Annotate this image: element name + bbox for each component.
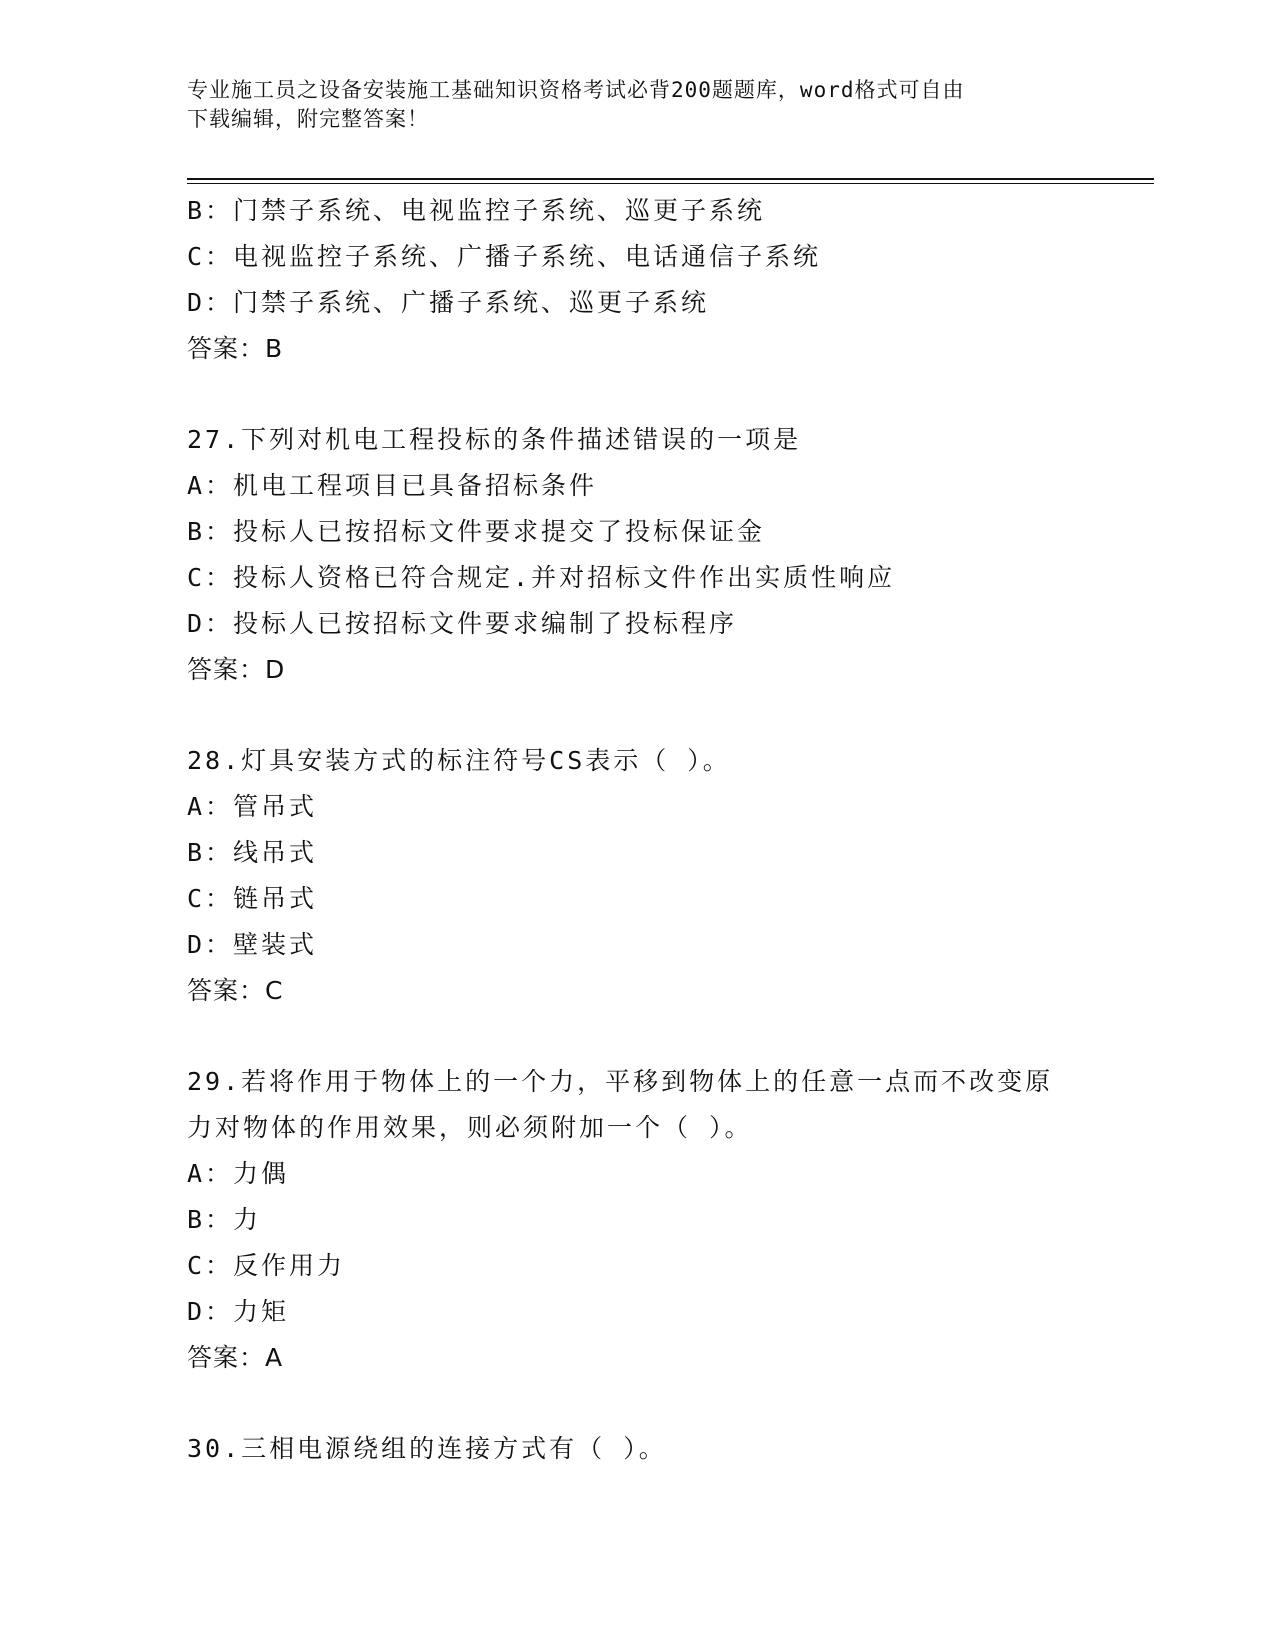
question-27-stem: 27.下列对机电工程投标的条件描述错误的一项是 xyxy=(187,425,802,454)
question-27-option-b: B：投标人已按招标文件要求提交了投标保证金 xyxy=(187,517,766,546)
question-26-answer: 答案：B xyxy=(187,334,284,363)
question-26 xyxy=(187,188,1147,372)
question-28-option-d: D：壁装式 xyxy=(187,930,318,959)
question-list xyxy=(187,188,1147,1472)
question-29-answer: 答案：A xyxy=(187,1343,284,1372)
question-26-option-c: C：电视监控子系统、广播子系统、电话通信子系统 xyxy=(187,242,822,271)
spacer xyxy=(187,693,1147,738)
question-29-option-a: A：力偶 xyxy=(187,1159,290,1188)
question-28 xyxy=(187,738,1147,1014)
question-30-stem: 30.三相电源绕组的连接方式有（ ）。 xyxy=(187,1434,667,1463)
question-30 xyxy=(187,1426,1147,1472)
question-26-option-b: B：门禁子系统、电视监控子系统、巡更子系统 xyxy=(187,196,766,225)
header-title-line-2: 下载编辑，附完整答案！ xyxy=(187,107,429,131)
header-divider-thick xyxy=(187,178,1154,180)
question-28-option-c: C：链吊式 xyxy=(187,884,318,913)
question-27-option-a: A：机电工程项目已具备招标条件 xyxy=(187,471,598,500)
spacer xyxy=(187,1381,1147,1426)
question-27-option-d: D：投标人已按招标文件要求编制了投标程序 xyxy=(187,609,738,638)
spacer xyxy=(187,372,1147,417)
header-divider-thin xyxy=(187,183,1154,184)
question-27 xyxy=(187,417,1147,693)
question-26-option-d: D：门禁子系统、广播子系统、巡更子系统 xyxy=(187,288,710,317)
question-29-option-b: B：力 xyxy=(187,1205,262,1234)
question-29-option-d: D：力矩 xyxy=(187,1297,290,1326)
question-29-option-c: C：反作用力 xyxy=(187,1251,346,1280)
document-header xyxy=(187,76,1087,134)
question-29-stem-line-1: 29.若将作用于物体上的一个力，平移到物体上的任意一点而不改变原 xyxy=(187,1067,1054,1096)
header-title-line-1: 专业施工员之设备安装施工基础知识资格考试必背200题题库，word格式可自由 xyxy=(187,78,965,102)
question-28-answer: 答案：C xyxy=(187,976,284,1005)
question-27-option-c: C：投标人资格已符合规定.并对招标文件作出实质性响应 xyxy=(187,563,896,592)
question-29-stem-line-2: 力对物体的作用效果，则必须附加一个（ ）。 xyxy=(187,1113,753,1142)
question-29 xyxy=(187,1059,1147,1381)
question-28-option-b: B：线吊式 xyxy=(187,838,318,867)
question-28-stem: 28.灯具安装方式的标注符号CS表示（ ）。 xyxy=(187,746,731,775)
question-27-answer: 答案：D xyxy=(187,655,286,684)
question-28-option-a: A：管吊式 xyxy=(187,792,318,821)
spacer xyxy=(187,1014,1147,1059)
